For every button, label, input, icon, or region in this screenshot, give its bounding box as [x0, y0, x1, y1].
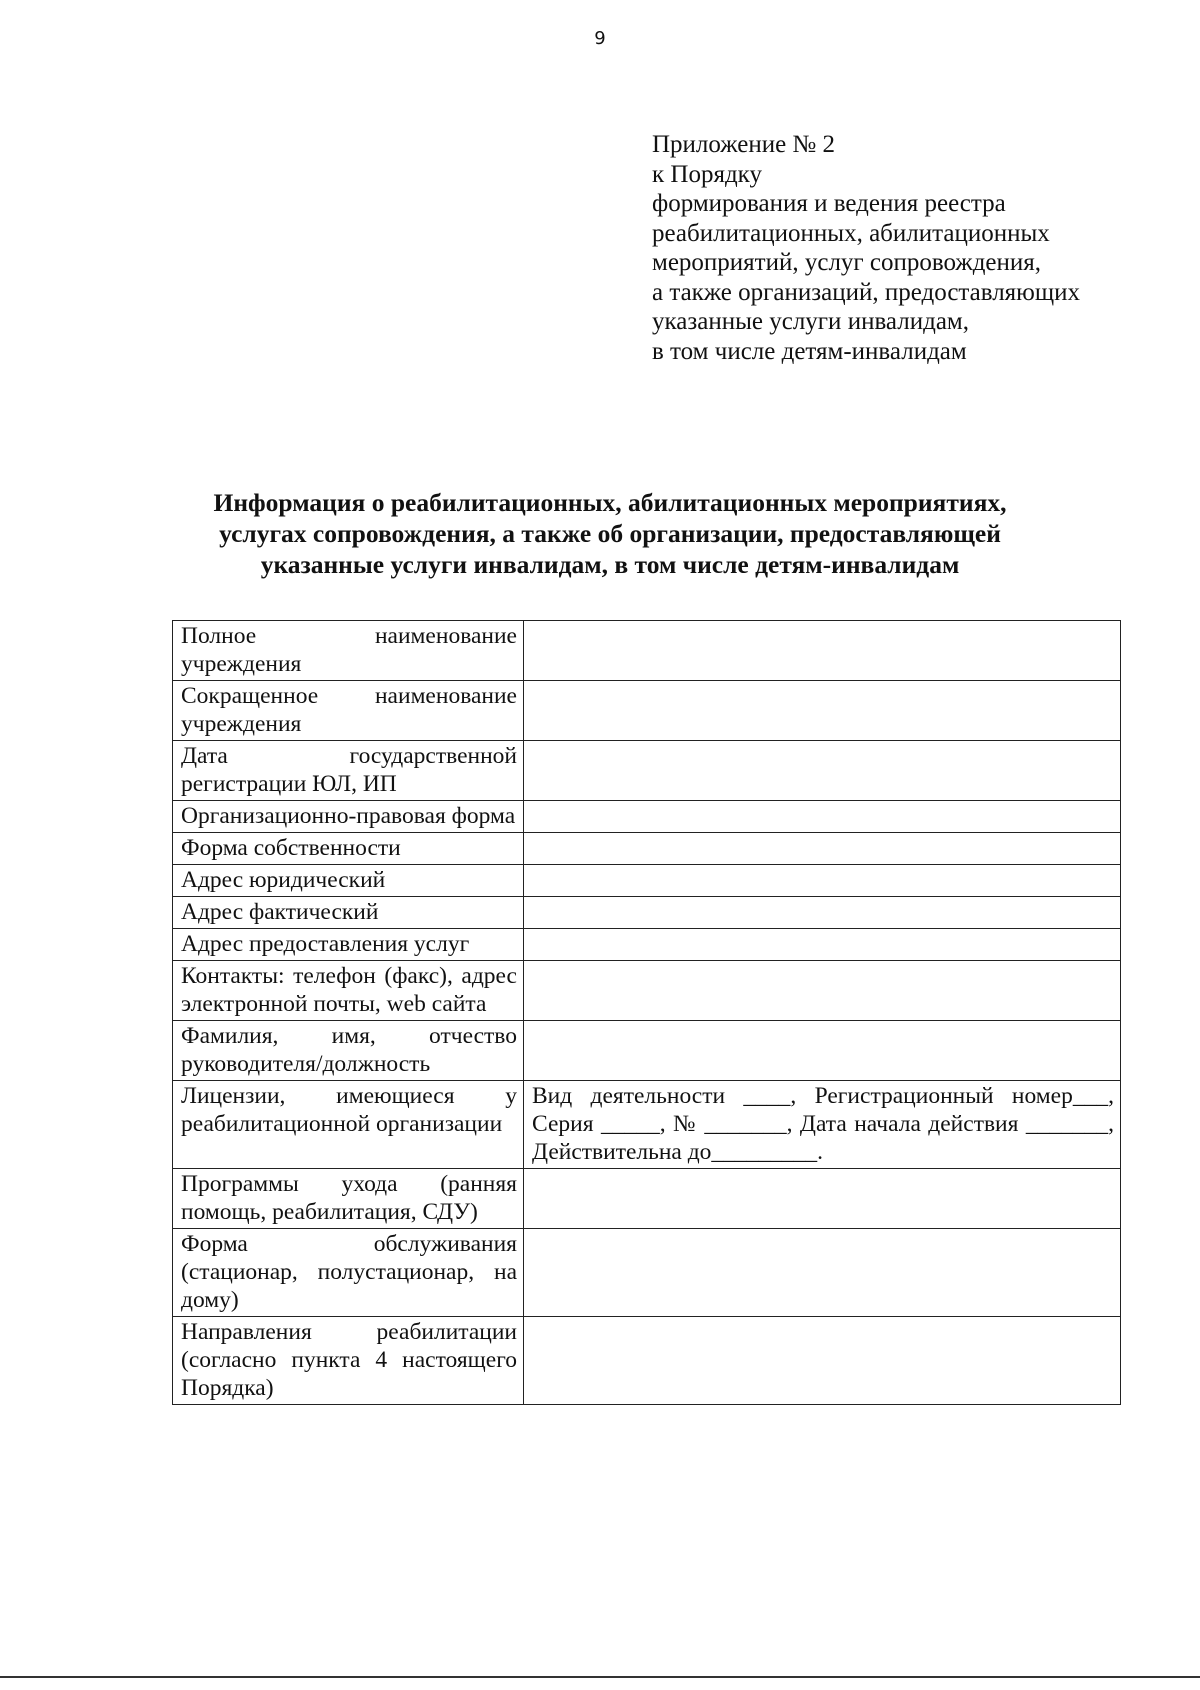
title-line: указанные услуги инвалидам, в том числе детям-инвалидам: [260, 550, 960, 579]
row-label: Фамилия, имя, отчество руководителя/должность: [173, 1021, 524, 1081]
row-value: [524, 865, 1121, 897]
row-value: [524, 1169, 1121, 1229]
table-row: [173, 865, 1121, 897]
row-value: [524, 961, 1121, 1021]
row-label: Адрес предоставления услуг: [173, 929, 524, 961]
title-line: услугах сопровождения, а также об организации, предоставляющей: [219, 519, 1001, 548]
info-table: [172, 620, 1121, 1405]
appendix-line: в том числе детям-инвалидам: [652, 337, 967, 365]
row-label: Форма обслуживания (стационар, полустационар, на дому): [173, 1229, 524, 1317]
table-row: [173, 833, 1121, 865]
row-value: [524, 741, 1121, 801]
row-label: Полное наименование учреждения: [173, 621, 524, 681]
row-label: Адрес юридический: [173, 865, 524, 897]
bottom-scan-edge: [0, 1676, 1200, 1678]
table-row: [173, 1317, 1121, 1405]
appendix-line: формирования и ведения реестра: [652, 190, 1006, 217]
row-value: [524, 897, 1121, 929]
row-value: [524, 681, 1121, 741]
table-row: [173, 929, 1121, 961]
table-row: [173, 621, 1121, 681]
license-details: Вид деятельности ____, Регистрационный номер___, Серия _____, № _______, Дата начала действия _______, Действительна до_________.: [524, 1081, 1121, 1169]
table-row: [173, 1021, 1121, 1081]
table-row: [173, 1169, 1121, 1229]
page-number: 9: [594, 28, 606, 49]
document-title: [150, 487, 1070, 580]
row-label: Организационно-правовая форма: [173, 801, 524, 833]
row-label: Сокращенное наименование учреждения: [173, 681, 524, 741]
appendix-line: а также организаций, предоставляющих: [652, 278, 1080, 306]
table-row: [173, 961, 1121, 1021]
row-value: [524, 801, 1121, 833]
table-row: [173, 741, 1121, 801]
row-value: [524, 1021, 1121, 1081]
row-label: Адрес фактический: [173, 897, 524, 929]
row-label: Форма собственности: [173, 833, 524, 865]
row-value: [524, 929, 1121, 961]
appendix-line: указанные услуги инвалидам,: [652, 308, 969, 335]
row-label: Контакты: телефон (факс), адрес электронной почты, web сайта: [173, 961, 524, 1021]
row-label: Лицензии, имеющиеся у реабилитационной организации: [173, 1081, 524, 1169]
row-value: [524, 1229, 1121, 1317]
row-label: Программы ухода (ранняя помощь, реабилитация, СДУ): [173, 1169, 524, 1229]
title-line: Информация о реабилитационных, абилитационных мероприятиях,: [213, 488, 1007, 517]
row-label: Дата государственной регистрации ЮЛ, ИП: [173, 741, 524, 801]
table-row: [173, 1229, 1121, 1317]
row-value: [524, 1317, 1121, 1405]
table-row: [173, 1081, 1121, 1169]
appendix-line: Приложение № 2: [652, 131, 836, 158]
appendix-line: реабилитационных, абилитационных: [652, 219, 1050, 247]
table-row: [173, 801, 1121, 833]
row-label: Направления реабилитации (согласно пункта 4 настоящего Порядка): [173, 1317, 524, 1405]
row-value: [524, 833, 1121, 865]
appendix-line: мероприятий, услуг сопровождения,: [652, 249, 1042, 276]
appendix-header: [652, 130, 1172, 366]
table-row: [173, 897, 1121, 929]
appendix-line: к Порядку: [652, 160, 762, 188]
row-value: [524, 621, 1121, 681]
table-row: [173, 681, 1121, 741]
